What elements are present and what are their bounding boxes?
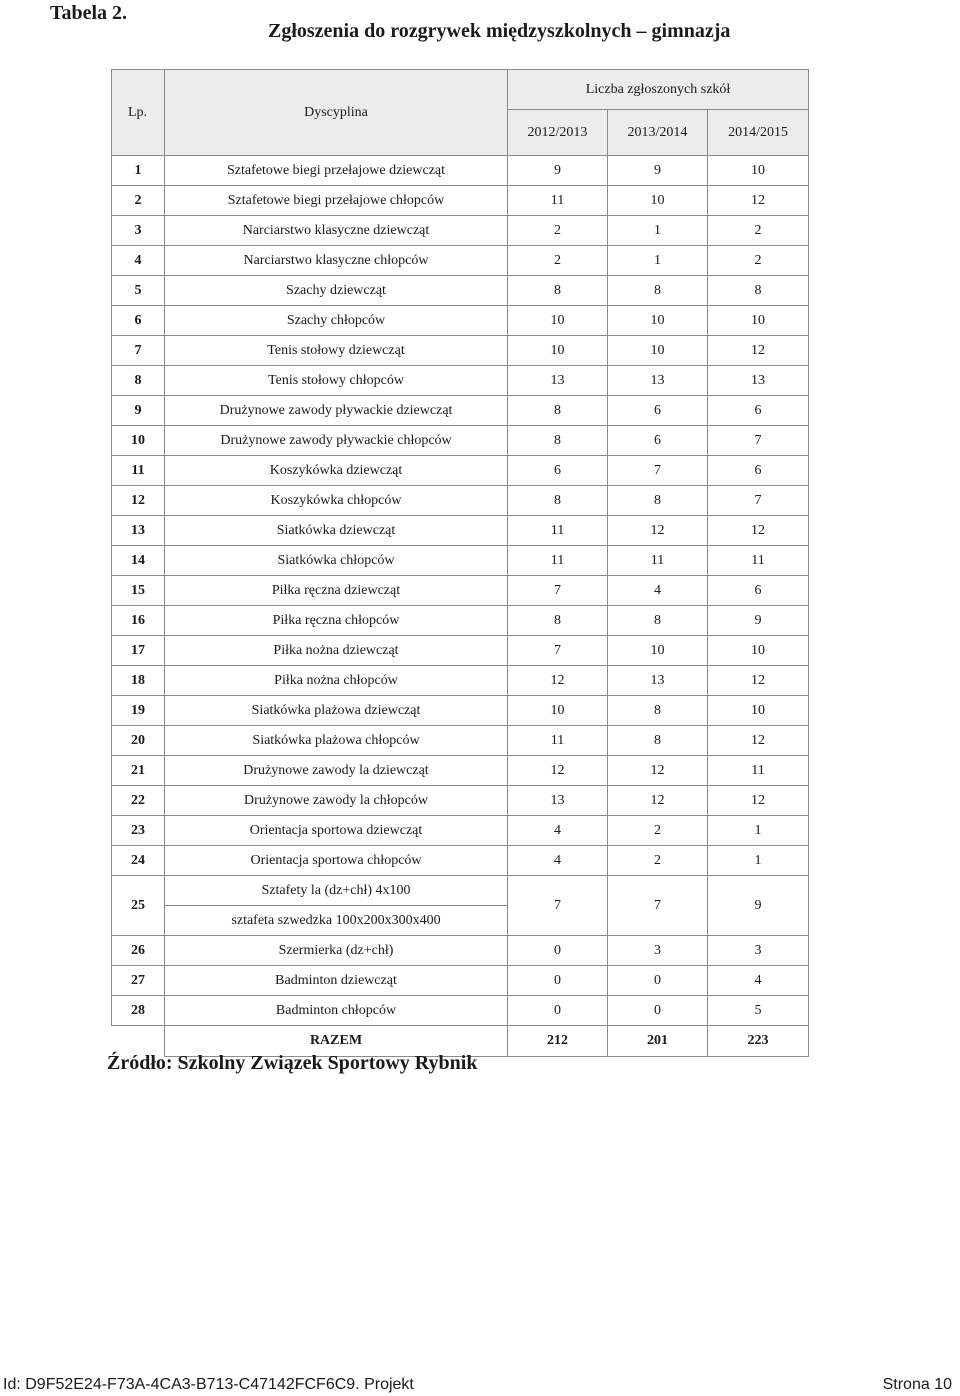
discipline-name: Piłka ręczna chłopców <box>165 606 508 636</box>
row-number: 21 <box>112 756 165 786</box>
count-2012/2013: 0 <box>508 936 608 966</box>
count-2012/2013: 0 <box>508 966 608 996</box>
row-number: 23 <box>112 816 165 846</box>
discipline-name: Szachy chłopców <box>165 306 508 336</box>
discipline-name: Sztafetowe biegi przełajowe dziewcząt <box>165 156 508 186</box>
table-row <box>112 156 809 186</box>
discipline-name: Siatkówka plażowa dziewcząt <box>165 696 508 726</box>
table-row <box>112 516 809 546</box>
row-number: 6 <box>112 306 165 336</box>
count-2012/2013: 0 <box>508 996 608 1026</box>
count-2012/2013: 4 <box>508 816 608 846</box>
document-id: Id: D9F52E24-F73A-4CA3-B713-C47142FCF6C9. Projekt <box>3 1376 414 1393</box>
count-2014/2015: 6 <box>708 396 809 426</box>
discipline-name: Tenis stołowy dziewcząt <box>165 336 508 366</box>
table-row <box>112 756 809 786</box>
count-2013/2014: 2 <box>608 816 708 846</box>
count-2013/2014: 4 <box>608 576 708 606</box>
table-row <box>112 246 809 276</box>
count-2013/2014: 13 <box>608 366 708 396</box>
header-year-3: 2014/2015 <box>708 110 809 156</box>
discipline-name: Tenis stołowy chłopców <box>165 366 508 396</box>
row-number: 18 <box>112 666 165 696</box>
discipline-name: Orientacja sportowa dziewcząt <box>165 816 508 846</box>
count-2012/2013: 6 <box>508 456 608 486</box>
count-2014/2015: 1 <box>708 816 809 846</box>
count-2013/2014: 1 <box>608 216 708 246</box>
header-group: Liczba zgłoszonych szkół <box>508 70 809 110</box>
count-2012/2013: 13 <box>508 786 608 816</box>
count-2013/2014: 10 <box>608 186 708 216</box>
total-value-3: 223 <box>708 1026 809 1057</box>
row-number: 24 <box>112 846 165 876</box>
table-row <box>112 456 809 486</box>
table-row <box>112 276 809 306</box>
discipline-name: Szachy dziewcząt <box>165 276 508 306</box>
header-lp-text: Lp. <box>128 104 148 120</box>
discipline-name: Piłka ręczna dziewcząt <box>165 576 508 606</box>
row-number: 9 <box>112 396 165 426</box>
count-2013/2014: 8 <box>608 606 708 636</box>
discipline-name: Koszykówka chłopców <box>165 486 508 516</box>
count-2013/2014: 9 <box>608 156 708 186</box>
table-title: Zgłoszenia do rozgrywek międzyszkolnych – gimnazja <box>268 20 731 42</box>
row-number: 2 <box>112 186 165 216</box>
table-row <box>112 606 809 636</box>
page-number: Strona 10 <box>882 1376 952 1393</box>
count-2014/2015: 12 <box>708 186 809 216</box>
discipline-name: Siatkówka dziewcząt <box>165 516 508 546</box>
count-2012/2013: 8 <box>508 486 608 516</box>
count-2012/2013: 12 <box>508 756 608 786</box>
count-2013/2014: 11 <box>608 546 708 576</box>
table-row <box>112 936 809 966</box>
row-number: 5 <box>112 276 165 306</box>
row-number: 28 <box>112 996 165 1026</box>
row-number: 14 <box>112 546 165 576</box>
count-2014/2015: 7 <box>708 486 809 516</box>
count-2013/2014: 8 <box>608 696 708 726</box>
count-2012/2013: 10 <box>508 306 608 336</box>
row-number: 12 <box>112 486 165 516</box>
count-2013/2014: 10 <box>608 306 708 336</box>
row-number: 16 <box>112 606 165 636</box>
table-row <box>112 216 809 246</box>
count-2013/2014: 13 <box>608 666 708 696</box>
count-2014/2015: 1 <box>708 846 809 876</box>
row-number: 8 <box>112 366 165 396</box>
row-number: 11 <box>112 456 165 486</box>
table-row <box>112 336 809 366</box>
count-2014/2015: 10 <box>708 696 809 726</box>
count-2012/2013: 8 <box>508 396 608 426</box>
discipline-name: Orientacja sportowa chłopców <box>165 846 508 876</box>
count-2012/2013: 11 <box>508 546 608 576</box>
row-number: 3 <box>112 216 165 246</box>
count-2013/2014: 7 <box>608 876 708 936</box>
count-2012/2013: 13 <box>508 366 608 396</box>
header-lp <box>112 70 165 156</box>
count-2012/2013: 11 <box>508 726 608 756</box>
count-2013/2014: 7 <box>608 456 708 486</box>
table-row <box>112 396 809 426</box>
count-2012/2013: 10 <box>508 336 608 366</box>
count-2012/2013: 7 <box>508 576 608 606</box>
count-2013/2014: 6 <box>608 396 708 426</box>
table-row <box>112 426 809 456</box>
count-2013/2014: 1 <box>608 246 708 276</box>
count-2013/2014: 0 <box>608 996 708 1026</box>
count-2014/2015: 5 <box>708 996 809 1026</box>
count-2014/2015: 9 <box>708 606 809 636</box>
table-row <box>112 186 809 216</box>
header-discipline: Dyscyplina <box>165 70 508 156</box>
count-2012/2013: 12 <box>508 666 608 696</box>
count-2014/2015: 11 <box>708 756 809 786</box>
count-2014/2015: 6 <box>708 456 809 486</box>
discipline-name: Drużynowe zawody la chłopców <box>165 786 508 816</box>
row-number: 22 <box>112 786 165 816</box>
total-label: RAZEM <box>165 1026 508 1057</box>
count-2014/2015: 10 <box>708 636 809 666</box>
row-number: 20 <box>112 726 165 756</box>
table-row <box>112 366 809 396</box>
table-row <box>112 306 809 336</box>
count-2012/2013: 4 <box>508 846 608 876</box>
discipline-name: Narciarstwo klasyczne dziewcząt <box>165 216 508 246</box>
count-2012/2013: 8 <box>508 426 608 456</box>
row-number: 25 <box>112 876 165 936</box>
count-2013/2014: 12 <box>608 756 708 786</box>
table-row <box>112 546 809 576</box>
table-row <box>112 636 809 666</box>
count-2014/2015: 12 <box>708 666 809 696</box>
discipline-name-line-2: sztafeta szwedzka 100x200x300x400 <box>231 913 441 928</box>
count-2014/2015: 2 <box>708 216 809 246</box>
count-2012/2013: 8 <box>508 606 608 636</box>
header-year-2: 2013/2014 <box>608 110 708 156</box>
count-2012/2013: 7 <box>508 876 608 936</box>
discipline-name: Narciarstwo klasyczne chłopców <box>165 246 508 276</box>
row-number: 15 <box>112 576 165 606</box>
count-2012/2013: 11 <box>508 186 608 216</box>
count-2014/2015: 12 <box>708 336 809 366</box>
count-2014/2015: 7 <box>708 426 809 456</box>
row-number: 1 <box>112 156 165 186</box>
count-2013/2014: 8 <box>608 276 708 306</box>
table-row <box>112 846 809 876</box>
discipline-name: Drużynowe zawody la dziewcząt <box>165 756 508 786</box>
header-year-1: 2012/2013 <box>508 110 608 156</box>
count-2014/2015: 6 <box>708 576 809 606</box>
count-2012/2013: 10 <box>508 696 608 726</box>
count-2014/2015: 13 <box>708 366 809 396</box>
discipline-name: Szermierka (dz+chł) <box>165 936 508 966</box>
count-2012/2013: 11 <box>508 516 608 546</box>
discipline-name: Sztafetowe biegi przełajowe chłopców <box>165 186 508 216</box>
count-2013/2014: 6 <box>608 426 708 456</box>
count-2013/2014: 10 <box>608 336 708 366</box>
discipline-name: Siatkówka plażowa chłopców <box>165 726 508 756</box>
row-number: 7 <box>112 336 165 366</box>
count-2013/2014: 3 <box>608 936 708 966</box>
discipline-name: Drużynowe zawody pływackie dziewcząt <box>165 396 508 426</box>
row-number: 17 <box>112 636 165 666</box>
count-2012/2013: 2 <box>508 216 608 246</box>
discipline-name: Badminton dziewcząt <box>165 966 508 996</box>
total-value-1: 212 <box>508 1026 608 1057</box>
count-2014/2015: 3 <box>708 936 809 966</box>
count-2013/2014: 0 <box>608 966 708 996</box>
count-2014/2015: 11 <box>708 546 809 576</box>
table-row <box>112 876 809 936</box>
table-row <box>112 666 809 696</box>
count-2012/2013: 2 <box>508 246 608 276</box>
discipline-name: Siatkówka chłopców <box>165 546 508 576</box>
count-2013/2014: 8 <box>608 726 708 756</box>
table-label: Tabela 2. <box>50 2 128 24</box>
source-note: Źródło: Szkolny Związek Sportowy Rybnik <box>107 1052 478 1074</box>
count-2014/2015: 12 <box>708 786 809 816</box>
table-row <box>112 816 809 846</box>
count-2014/2015: 10 <box>708 306 809 336</box>
table-row <box>112 486 809 516</box>
total-value-2: 201 <box>608 1026 708 1057</box>
count-2013/2014: 2 <box>608 846 708 876</box>
discipline-name: Piłka nożna dziewcząt <box>165 636 508 666</box>
count-2013/2014: 10 <box>608 636 708 666</box>
discipline-name: Koszykówka dziewcząt <box>165 456 508 486</box>
row-number: 13 <box>112 516 165 546</box>
discipline-name-line-1: Sztafety la (dz+chł) 4x100 <box>165 876 507 906</box>
count-2012/2013: 8 <box>508 276 608 306</box>
discipline-name: Badminton chłopców <box>165 996 508 1026</box>
count-2012/2013: 7 <box>508 636 608 666</box>
table-row <box>112 966 809 996</box>
count-2012/2013: 9 <box>508 156 608 186</box>
count-2014/2015: 12 <box>708 516 809 546</box>
count-2014/2015: 12 <box>708 726 809 756</box>
entries-table <box>111 69 809 1057</box>
count-2014/2015: 4 <box>708 966 809 996</box>
discipline-name: Piłka nożna chłopców <box>165 666 508 696</box>
table-row <box>112 726 809 756</box>
discipline-name <box>165 876 508 936</box>
table-row <box>112 786 809 816</box>
discipline-name: Drużynowe zawody pływackie chłopców <box>165 426 508 456</box>
row-number: 4 <box>112 246 165 276</box>
row-number: 27 <box>112 966 165 996</box>
count-2013/2014: 12 <box>608 786 708 816</box>
table-row <box>112 996 809 1026</box>
count-2014/2015: 10 <box>708 156 809 186</box>
row-number: 10 <box>112 426 165 456</box>
table-row <box>112 576 809 606</box>
row-number: 26 <box>112 936 165 966</box>
table-row <box>112 696 809 726</box>
count-2014/2015: 2 <box>708 246 809 276</box>
count-2013/2014: 12 <box>608 516 708 546</box>
row-number: 19 <box>112 696 165 726</box>
count-2014/2015: 9 <box>708 876 809 936</box>
count-2013/2014: 8 <box>608 486 708 516</box>
count-2014/2015: 8 <box>708 276 809 306</box>
